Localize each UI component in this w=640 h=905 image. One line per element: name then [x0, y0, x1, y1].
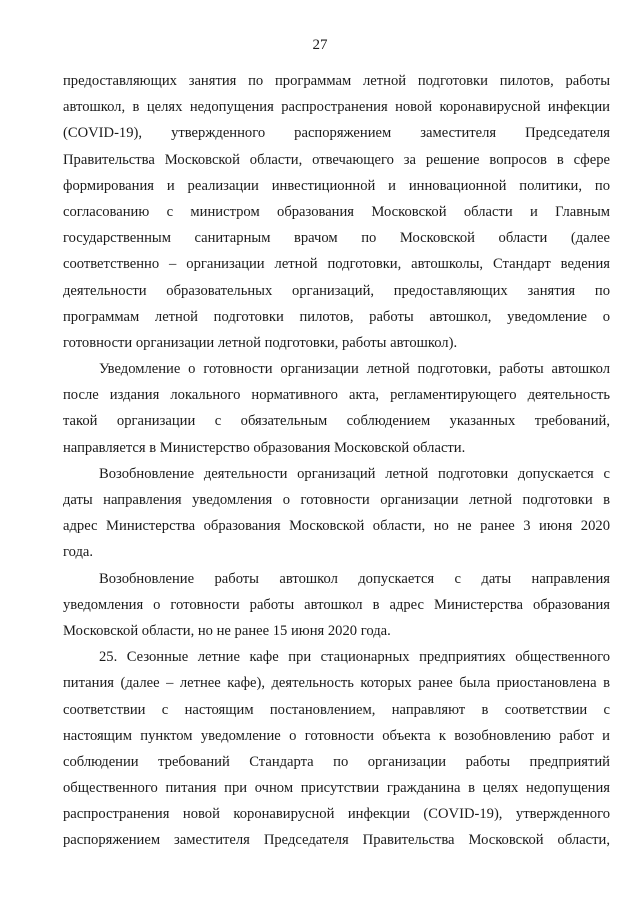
- text-line: автошкол, в целях недопущения распространения новой коронавирусной инфекции: [63, 99, 610, 116]
- text-line: года.: [63, 544, 94, 561]
- text-line: государственным санитарным врачом по Московской области (далее: [63, 230, 610, 247]
- page-number: 27: [312, 37, 328, 53]
- text-line: после издания локального нормативного акта, регламентирующего деятельность: [63, 387, 610, 404]
- text-line: распространения новой коронавирусной инфекции (COVID-19), утвержденного: [63, 806, 610, 823]
- text-line: питания (далее – летнее кафе), деятельность которых ранее была приостановлена в: [63, 675, 610, 692]
- text-line: готовности организации летной подготовки, работы автошкол).: [63, 334, 458, 351]
- text-line: (COVID-19), утвержденного распоряжением заместителя Председателя: [63, 125, 610, 142]
- text-line: соответственно – организации летной подготовки, автошколы, Стандарт ведения: [63, 256, 610, 273]
- text-line: направляется в Министерство образования Московской области.: [63, 439, 466, 456]
- text-line: Возобновление работы автошкол допускается с даты направления: [99, 570, 610, 587]
- text-line: Уведомление о готовности организации летной подготовки, работы автошкол: [99, 361, 610, 378]
- text-line: уведомления о готовности работы автошкол в адрес Министерства образования: [63, 596, 610, 613]
- text-line: даты направления уведомления о готовности организации летной подготовки в: [63, 492, 610, 508]
- text-line: 25. Сезонные летние кафе при стационарных предприятиях общественного: [99, 649, 610, 666]
- text-line: общественного питания при очном присутствии гражданина в целях недопущения: [63, 780, 610, 797]
- text-line: распоряжением заместителя Председателя Правительства Московской области,: [63, 832, 610, 849]
- text-line: соблюдении требований Стандарта по организации работы предприятий: [63, 753, 610, 770]
- text-line: адрес Министерства образования Московской области, но не ранее 3 июня 2020: [63, 518, 610, 535]
- document-body: [63, 68, 610, 854]
- text-line: Правительства Московской области, отвечающего за решение вопросов в сфере: [63, 151, 610, 168]
- text-line: такой организации с обязательным соблюдением указанных требований,: [63, 413, 610, 430]
- text-line: формирования и реализации инвестиционной и инновационной политики, по: [63, 177, 610, 194]
- text-line: Возобновление деятельности организаций летной подготовки допускается с: [99, 465, 610, 482]
- text-line: предоставляющих занятия по программам летной подготовки пилотов, работы: [63, 73, 610, 89]
- text-line: соответствии с настоящим постановлением, направляют в соответствии с: [63, 701, 610, 718]
- text-line: деятельности образовательных организаций, предоставляющих занятия по: [63, 282, 610, 299]
- text-line: программам летной подготовки пилотов, работы автошкол, уведомление о: [63, 308, 610, 325]
- text-line: настоящим пунктом уведомление о готовности объекта к возобновлению работ и: [63, 727, 610, 744]
- text-line: согласованию с министром образования Московской области и Главным: [63, 203, 610, 220]
- text-line: Московской области, но не ранее 15 июня 2020 года.: [63, 622, 391, 639]
